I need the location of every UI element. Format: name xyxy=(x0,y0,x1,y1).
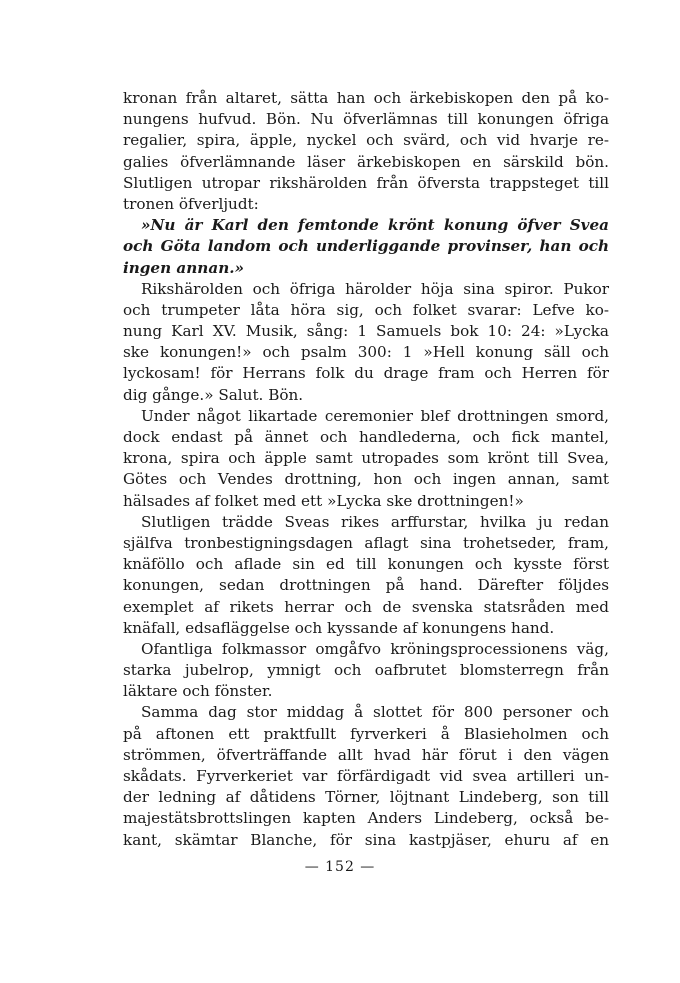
text-line: strömmen, öfverträffande allt hvad här förut i den vägen xyxy=(123,745,609,764)
text-line: starka jubelrop, ymnigt och oafbrutet blomsterregn från xyxy=(123,661,609,680)
text-line: Götes och Vendes drottning, hon och ingen annan, samt xyxy=(123,470,609,489)
text-line: Ofantliga folkmassor omgåfvo kröningsprocessionens väg, xyxy=(141,639,609,658)
text-line: kronan från altaret, sätta han och ärkebiskopen den på ko- xyxy=(123,89,609,107)
text-line: och Göta landom och underliggande provinser, han och xyxy=(123,237,609,256)
text-line: skådats. Fyrverkeriet var förfärdigadt vid svea artilleri un- xyxy=(123,767,609,785)
text-line: Under något likartade ceremonier blef drottningen smord, xyxy=(141,406,609,425)
text-line: »Nu är Karl den femtonde krönt konung öfver Svea xyxy=(141,216,609,235)
text-line: själfva tronbestigningsdagen aflagt sina trohetseder, fram, xyxy=(123,533,609,552)
text-line: galies öfverlämnande läser ärkebiskopen en särskild bön. xyxy=(123,152,609,171)
text-line: krona, spira och äpple samt utropades som krönt till Svea, xyxy=(123,449,609,468)
text-line: knäföllo och aflade sin ed till konungen och kysste först xyxy=(123,555,609,574)
text-line: Rikshärolden och öfriga härolder höja sina spiror. Pukor xyxy=(141,279,609,298)
text-line: kant, skämtar Blanche, för sina kastpjäser, ehuru af en xyxy=(123,830,609,849)
page-number: — 152 — xyxy=(304,859,376,875)
text-line: tronen öfverljudt: xyxy=(123,194,259,213)
text-line: på aftonen ett praktfullt fyrverkeri å Blasieholmen och xyxy=(123,724,609,743)
text-line: nungens hufvud. Bön. Nu öfverlämnas till konungen öfriga xyxy=(123,110,609,129)
text-line: läktare och fönster. xyxy=(123,682,273,701)
text-line: lyckosam! för Herrans folk du drage fram och Herren för xyxy=(123,364,609,383)
text-line: majestätsbrottslingen kapten Anders Lindeberg, också be- xyxy=(123,809,609,828)
page-body xyxy=(123,88,609,851)
text-line: dock endast på ännet och handlederna, och fick mantel, xyxy=(123,428,609,446)
text-line: ingen annan.» xyxy=(123,258,245,277)
text-line: Slutligen trädde Sveas rikes arffurstar, hvilka ju redan xyxy=(141,512,609,531)
text-line: knäfall, edsafläggelse och kyssande af konungens hand. xyxy=(123,618,555,637)
text-line: hälsades af folket med ett »Lycka ske drottningen!» xyxy=(123,491,524,510)
text-line: der ledning af dåtidens Törner, löjtnant Lindeberg, son till xyxy=(123,788,609,807)
text-line: och trumpeter låta höra sig, och folket svarar: Lefve ko- xyxy=(123,300,609,319)
text-line: nung Karl XV. Musik, sång: 1 Samuels bok 10: 24: »Lycka xyxy=(123,322,609,341)
text-line: konungen, sedan drottningen på hand. Därefter följdes xyxy=(123,576,609,595)
text-line: Samma dag stor middag å slottet för 800 personer och xyxy=(141,703,609,722)
text-line: regalier, spira, äpple, nyckel och svärd, och vid hvarje re- xyxy=(123,131,609,150)
text-line: Slutligen utropar rikshärolden från öfversta trappsteget till xyxy=(123,173,609,192)
text-line: ske konungen!» och psalm 300: 1 »Hell konung säll och xyxy=(123,343,609,362)
text-line: exemplet af rikets herrar och de svenska statsråden med xyxy=(123,597,609,616)
text-line: dig gånge.» Salut. Bön. xyxy=(123,385,304,404)
